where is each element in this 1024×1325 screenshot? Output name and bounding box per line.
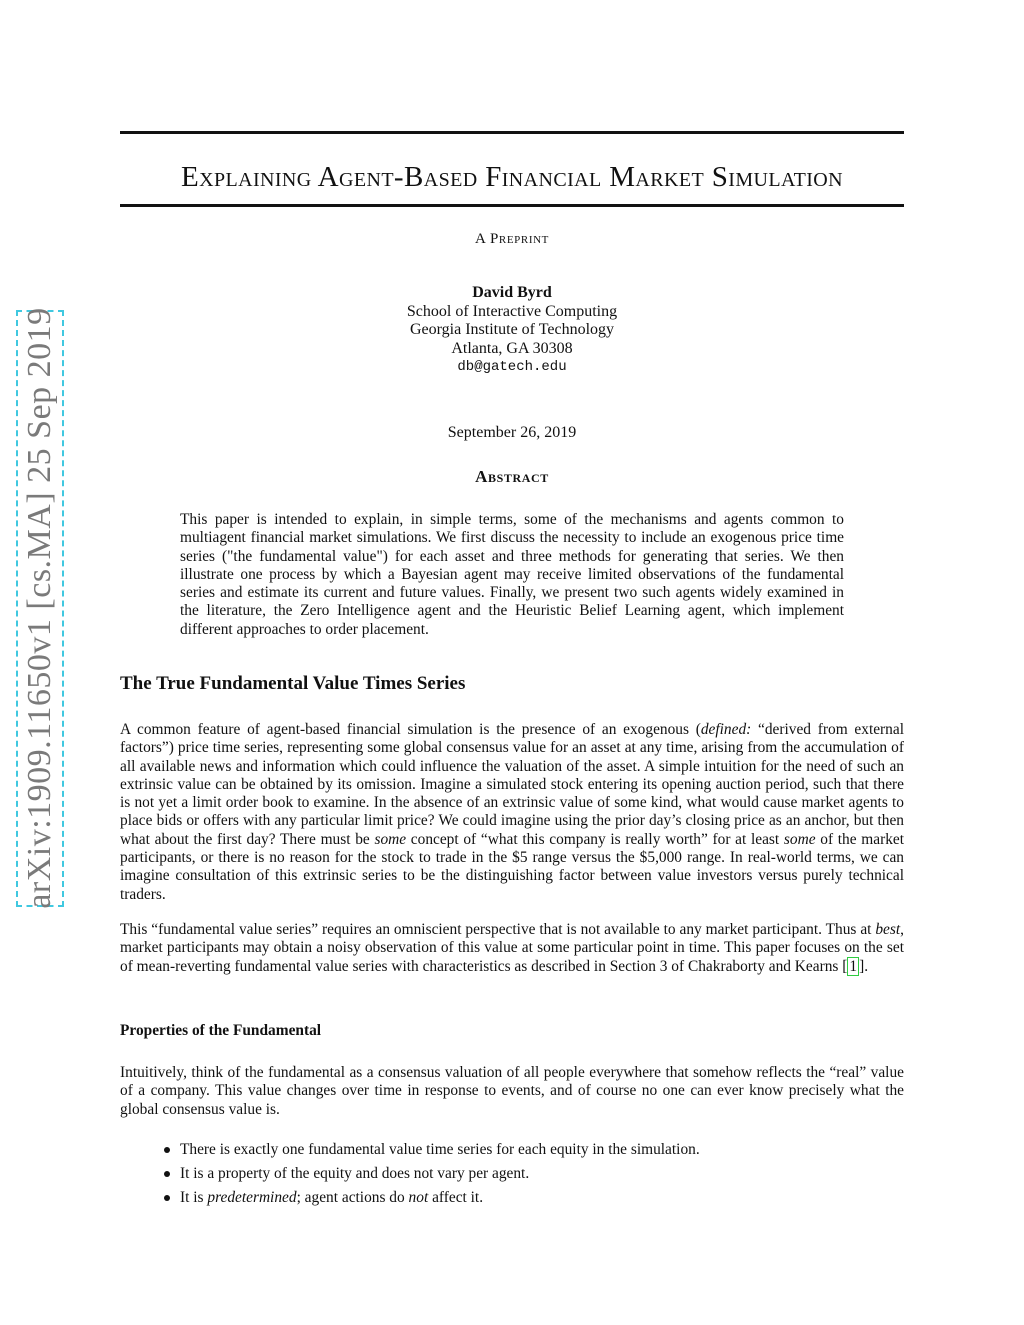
bullet-icon	[164, 1171, 170, 1177]
text-run: ; agent actions do	[296, 1189, 409, 1206]
paragraph-2	[120, 921, 904, 976]
properties-list	[160, 1141, 700, 1213]
list-item-text: It is a property of the equity and does not vary per agent.	[180, 1165, 530, 1182]
title-rule-top	[120, 131, 904, 134]
emphasis: some	[374, 830, 407, 848]
author-affiliation-institute: Georgia Institute of Technology	[409, 321, 615, 338]
abstract-text: This paper is intended to explain, in simple terms, some of the mechanisms and agents common to multiagent financial market simulations. We first discuss the necessity to include an exogenous price time series ("the fundamental value") for each asset and three methods for generating that series. We then illustrate one process by which a Bayesian agent may receive limited observations of the fundamental series and estimate its current and future values. Finally, we present two such agents widely examined in the literature, the Zero Intelligence agent and the Heuristic Belief Learning agent, which implement different approaches to order placement.	[180, 511, 844, 638]
title-rule-bottom	[120, 204, 904, 207]
author-block	[120, 284, 904, 377]
author-name: David Byrd	[472, 284, 552, 301]
bullet-icon	[164, 1195, 170, 1201]
list-item	[160, 1141, 700, 1165]
emphasis: best	[875, 921, 901, 938]
preprint-label: A Preprint	[475, 231, 549, 247]
text-run: ].	[859, 957, 869, 975]
emphasis: predetermined	[207, 1189, 297, 1206]
text-run: affect it.	[428, 1189, 484, 1206]
emphasis: defined:	[700, 721, 752, 738]
subsection-heading: Properties of the Fundamental	[120, 1022, 322, 1039]
text-run: , market participants may obtain a noisy observation of this value at some particular point in time. This paper focuses on the set of mean-reverting fundamental value series with characteristics as described in Section 3 of Chakraborty and Kearns [	[120, 921, 904, 975]
text-run: concept of “what this company is really worth” for at least	[406, 830, 784, 848]
paragraph-3: Intuitively, think of the fundamental as a consensus valuation of all people everywhere that somehow reflects the “real” value of a company. This value changes over time in response to events, and of course no one can ever know precisely what the global consensus value is.	[120, 1064, 904, 1118]
bullet-icon	[164, 1147, 170, 1153]
list-item	[160, 1189, 700, 1213]
abstract-heading: Abstract	[475, 467, 549, 486]
author-email[interactable]: db@gatech.edu	[457, 359, 567, 375]
list-item	[160, 1165, 700, 1189]
citation-link[interactable]: 1	[849, 957, 858, 975]
author-location: Atlanta, GA 30308	[451, 339, 573, 357]
paper-date: September 26, 2019	[447, 424, 577, 441]
list-item-text: There is exactly one fundamental value time series for each equity in the simulation.	[180, 1141, 700, 1158]
text-run: A common feature of agent-based financial simulation is the presence of an exogenous (	[120, 721, 701, 738]
paper-title: Explaining Agent-Based Financial Market Simulation	[181, 161, 843, 193]
arxiv-identifier: arXiv:1909.11650v1 [cs.MA] 25 Sep 2019	[21, 307, 58, 909]
text-run: It is	[180, 1189, 208, 1206]
text-run: This “fundamental value series” requires an omniscient perspective that is not available to any market participant. Thus at	[120, 921, 876, 938]
emphasis: not	[408, 1189, 429, 1206]
emphasis: some	[783, 830, 816, 848]
text-run: “derived from external factors”) price time series, representing some global consensus value for an asset at any time, arising from the accumulation of all available news and information which could influence the valuation of the asset. A simple intuition for the need of such an extrinsic value can be obtained by its omission. Imagine a simulated stock entering its opening auction period, such that there is not yet a limit order book to examine. In the absence of an extrinsic value of some kind, what would cause market agents to place bids or offers with any particular limit price? We could imagine using the prior day’s closing price as an anchor, but then what about the first day? There must be	[120, 721, 904, 848]
paragraph-1	[120, 721, 904, 904]
section-heading: The True Fundamental Value Times Series	[120, 673, 466, 694]
author-affiliation-school: School of Interactive Computing	[406, 302, 618, 320]
text-run: of the market participants, or there is no reason for the stock to trade in the $5 range versus the $5,000 range. In real-world terms, we can imagine consultation of this extrinsic series to be the distinguishing factor between value investors versus purely technical traders.	[120, 830, 905, 903]
